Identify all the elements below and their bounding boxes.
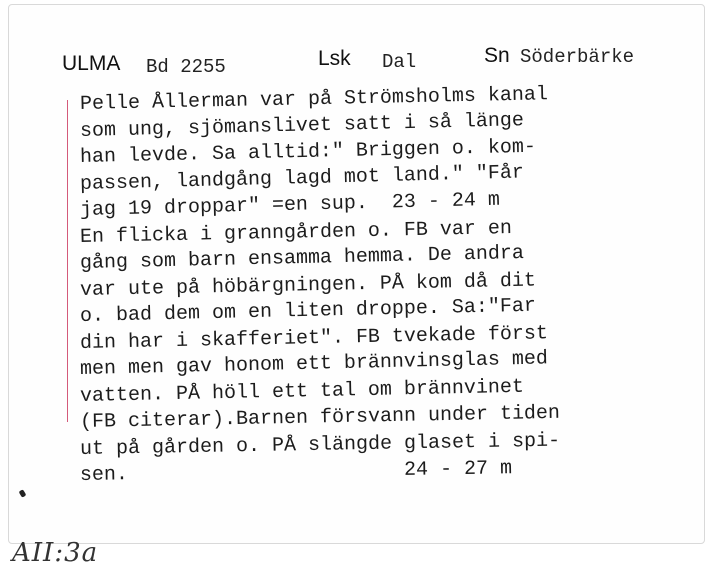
volume-number: Bd 2255 bbox=[146, 56, 226, 78]
text-line: som ung, sjömanslivet satt i så länge bbox=[79, 108, 525, 143]
card-text bbox=[79, 83, 680, 490]
text-line: passen, landgång lagd mot land." "Får bbox=[79, 160, 525, 196]
text-line: Pelle Ållerman var på Strömsholms kanal bbox=[79, 83, 549, 116]
text-line: var ute på höbärgningen. PÅ kom då dit bbox=[79, 268, 537, 302]
text-line: vatten. PÅ höll ett tal om brännvinet bbox=[79, 375, 525, 408]
archive-name: ULMA bbox=[62, 52, 121, 75]
archive-code: AII:3a bbox=[12, 538, 99, 568]
text-line: men men gav honom ett brännvinsglas med bbox=[79, 347, 549, 381]
lsk-value: Dal bbox=[382, 51, 417, 73]
text-line: ut på gården o. PÅ slängde glaset i spi- bbox=[79, 429, 561, 461]
sn-label: Sn bbox=[484, 44, 510, 67]
text-line: din har i skafferiet". FB tvekade först bbox=[79, 321, 549, 355]
text-line: han levde. Sa alltid:" Briggen o. kom- bbox=[79, 135, 537, 169]
text-line: En flicka i granngården o. FB var en bbox=[79, 216, 513, 249]
text-line: jag 19 droppar" =en sup. 23 - 24 m bbox=[79, 188, 501, 222]
text-line: sen. 24 - 27 m bbox=[79, 457, 513, 487]
lsk-label: Lsk bbox=[318, 47, 351, 70]
text-line: (FB citerar).Barnen försvann under tiden bbox=[79, 401, 561, 434]
text-line: gång som barn ensamma hemma. De andra bbox=[79, 241, 525, 275]
sn-value: Söderbärke bbox=[520, 46, 635, 68]
card-margin-line bbox=[67, 100, 68, 422]
text-line: o. bad dem om en liten droppe. Sa:"Far bbox=[79, 294, 537, 328]
